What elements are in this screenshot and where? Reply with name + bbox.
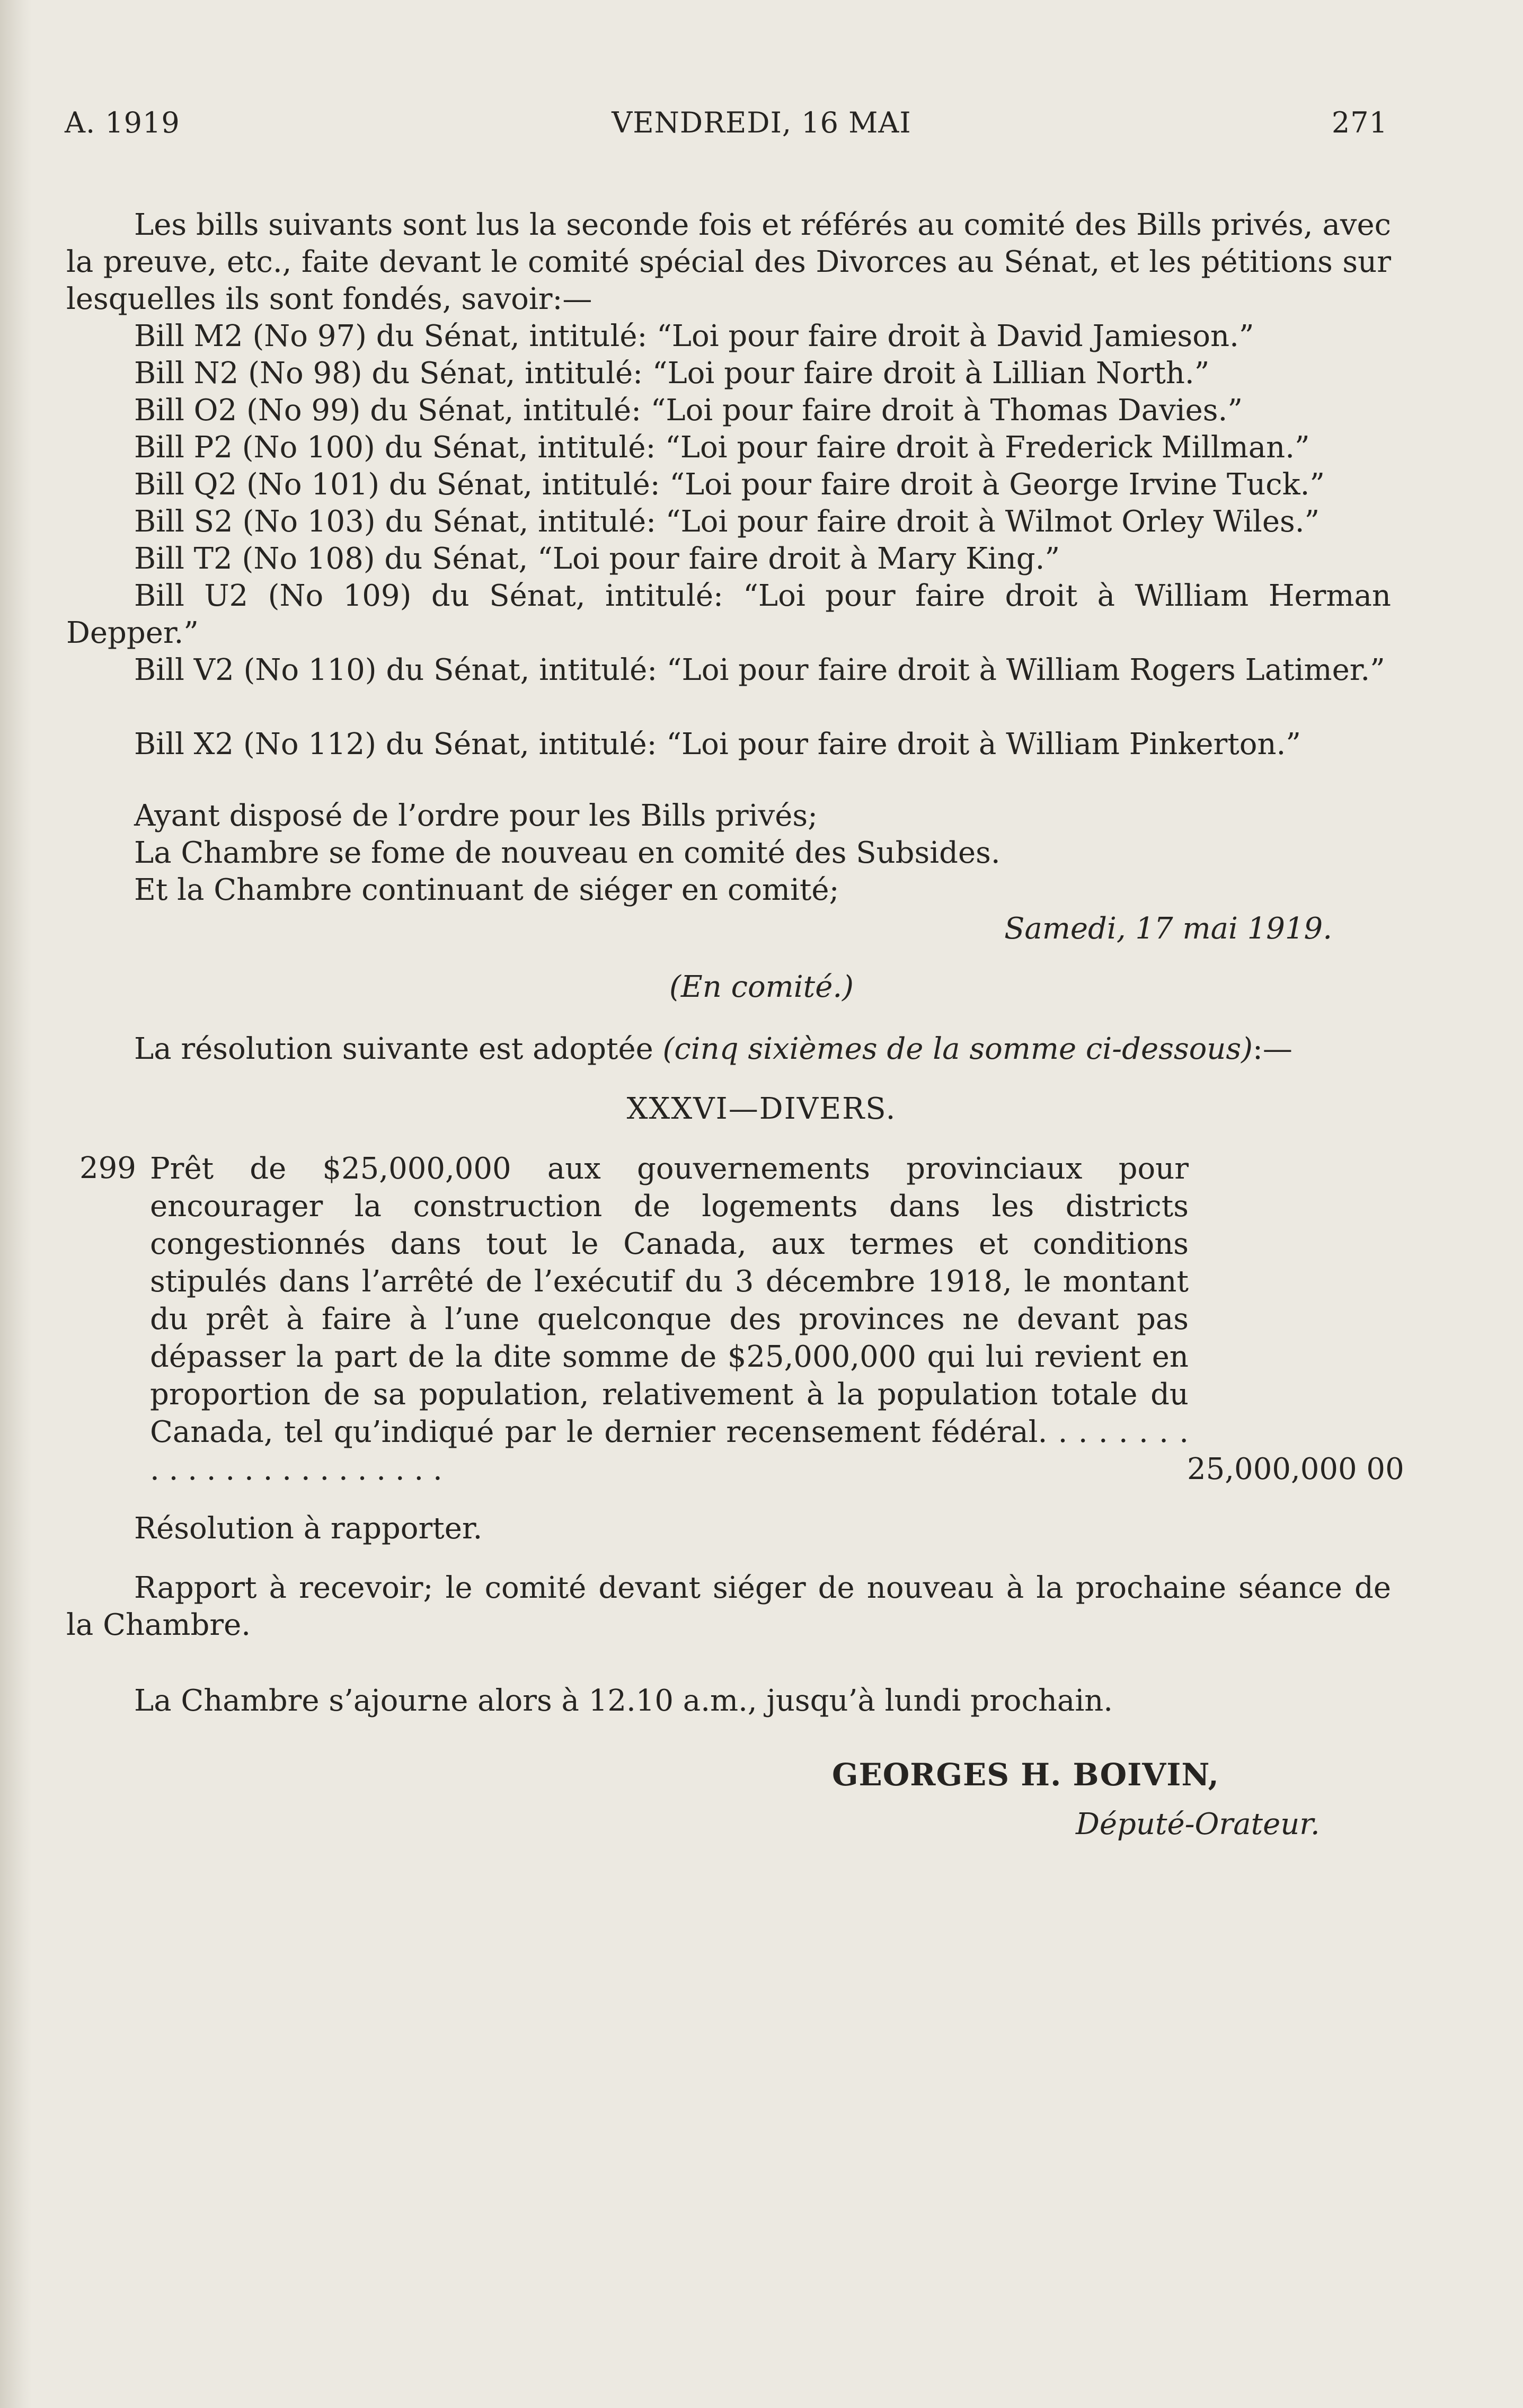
item-amount: 25,000,000 00 xyxy=(1187,1452,1404,1486)
item-number: 299 xyxy=(79,1151,136,1185)
item-description: Prêt de $25,000,000 aux gouvernements provinciaux pour encourager la construction de logements dans les districts congestionnés dans tout le Canada, aux termes et conditions stipulés dans l’arrêté de l’exécutif du 3 décembre 1918, le montant du prêt à faire à l’une quelconque des provinces ne devant pas dépasser la part de la dite somme de $25,000,000 qui lui revient en proportion de sa population, relativement à la population totale du Canada, tel qu’indiqué par le dernier recensement fédéral. . . . . . . . . . . . . . . . . . . . . . . . xyxy=(150,1152,1189,1487)
header-session-year: A. 1919 xyxy=(65,106,180,139)
date-line: Samedi, 17 mai 1919. xyxy=(1004,911,1332,946)
resolution-line xyxy=(134,1031,1292,1068)
signature-title: Député-Orateur. xyxy=(1076,1807,1320,1842)
resolution-prefix: La résolution suivante est adoptée xyxy=(134,1032,653,1066)
bill-line: Bill N2 (No 98) du Sénat, intitulé: “Loi pour faire droit à Lillian North.” xyxy=(134,356,1210,391)
bill-line: Bill M2 (No 97) du Sénat, intitulé: “Loi pour faire droit à David Jamieson.” xyxy=(134,319,1254,353)
signature-name: GEORGES H. BOIVIN, xyxy=(832,1757,1219,1793)
closing-line: Résolution à rapporter. xyxy=(134,1511,483,1546)
bill-line: Bill T2 (No 108) du Sénat, “Loi pour faire droit à Mary King.” xyxy=(134,542,1060,576)
closing-paragraph: Rapport à recevoir; le comité devant siéger de nouveau à la prochaine séance de la Chambre. xyxy=(66,1571,1391,1642)
proceeding-line: La Chambre se fome de nouveau en comité des Subsides. xyxy=(134,836,1000,870)
proceeding-line: Ayant disposé de l’ordre pour les Bills privés; xyxy=(134,799,818,833)
header-date: VENDREDI, 16 MAI xyxy=(612,106,911,139)
in-committee-heading: (En comité.) xyxy=(669,970,854,1004)
resolution-note: (cinq sixièmes de la somme ci-dessous) xyxy=(662,1032,1253,1066)
header-page-number: 271 xyxy=(1331,106,1388,139)
bill-line: Bill U2 (No 109) du Sénat, intitulé: “Loi pour faire droit à William Herman Depper.” xyxy=(66,579,1391,650)
page-binding-edge xyxy=(0,0,32,2408)
bill-line: Bill S2 (No 103) du Sénat, intitulé: “Loi pour faire droit à Wilmot Orley Wiles.” xyxy=(134,504,1320,539)
bill-line: Bill X2 (No 112) du Sénat, intitulé: “Loi pour faire droit à William Pinkerton.” xyxy=(134,727,1301,762)
resolution-suffix: :— xyxy=(1252,1032,1292,1066)
bill-line: Bill O2 (No 99) du Sénat, intitulé: “Loi pour faire droit à Thomas Davies.” xyxy=(134,393,1243,428)
bill-line: Bill Q2 (No 101) du Sénat, intitulé: “Loi pour faire droit à George Irvine Tuck.” xyxy=(134,467,1325,502)
division-heading: XXXVI—DIVERS. xyxy=(626,1092,897,1126)
intro-paragraph: Les bills suivants sont lus la seconde fois et référés au comité des Bills privés, avec la preuve, etc., faite devant le comité spécial des Divorces au Sénat, et les pétitions sur lesquelles ils sont fondés, savoir:— xyxy=(66,208,1391,316)
bill-line: Bill V2 (No 110) du Sénat, intitulé: “Loi pour faire droit à William Rogers Latimer.” xyxy=(134,653,1385,687)
closing-line: La Chambre s’ajourne alors à 12.10 a.m., jusqu’à lundi prochain. xyxy=(134,1684,1113,1718)
proceeding-line: Et la Chambre continuant de siéger en comité; xyxy=(134,873,839,907)
bill-line: Bill P2 (No 100) du Sénat, intitulé: “Loi pour faire droit à Frederick Millman.” xyxy=(134,430,1310,465)
